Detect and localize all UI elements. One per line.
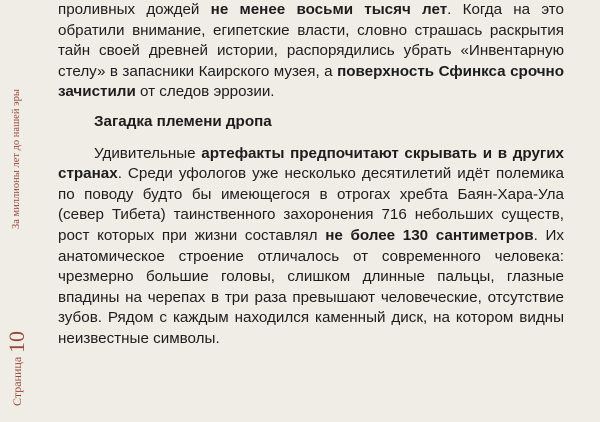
- section-heading: Загадка племени дропа: [94, 112, 272, 130]
- paragraph-1: [58, 0, 564, 103]
- paragraph-1-text-2: . Когда на это обратили внимание, египетские власти, словно страшась раскрытия тайн своей древней истории, распорядились убрать «Инвентарную стелу» в запасники Каирского музея, а: [58, 1, 564, 80]
- page-number: 10: [4, 330, 29, 353]
- margin-rail: [0, 0, 36, 422]
- paragraph-1-emphasis-2: поверхность Сфинкса срочно зачистили: [58, 62, 564, 101]
- paragraph-1-text-3: от следов эррозии.: [135, 83, 275, 101]
- paragraph-2-emphasis-1: артефакты предпочитают скрывать и в других странах: [58, 144, 564, 183]
- page-label: Страница: [10, 356, 24, 406]
- page-indicator: [4, 300, 30, 406]
- paragraph-2-text-3: . Их анатомическое строение отличалось от современного человека: чрезмерно большие головы, слишком длинные пальцы, глазные впадины на черепах в три раза превышают человеческие, отсутствие зубов. Рядом с каждым находился каменный диск, на котором видны неизвестные символы.: [58, 226, 564, 347]
- paragraph-2: [58, 144, 564, 350]
- paragraph-1-text-1: проливных дождей: [58, 1, 211, 18]
- running-title: За миллионы лет до нашей эры: [11, 89, 22, 229]
- paragraph-2-emphasis-2: не более 130 сантиметров: [325, 226, 534, 244]
- paragraph-2-text-1: Удивительные: [94, 144, 202, 162]
- paragraph-2-text-2: . Среди уфологов уже несколько десятилетий идёт полемика по поводу будто бы имеющегося в отрогах хребта Баян-Хара-Ула (север Тибета) таинственного захоронения 716 небольших существ, рост которых при жизни составлял: [58, 165, 564, 244]
- article-body: [58, 0, 564, 350]
- paragraph-1-emphasis-1: не менее восьми тысяч лет: [210, 1, 448, 18]
